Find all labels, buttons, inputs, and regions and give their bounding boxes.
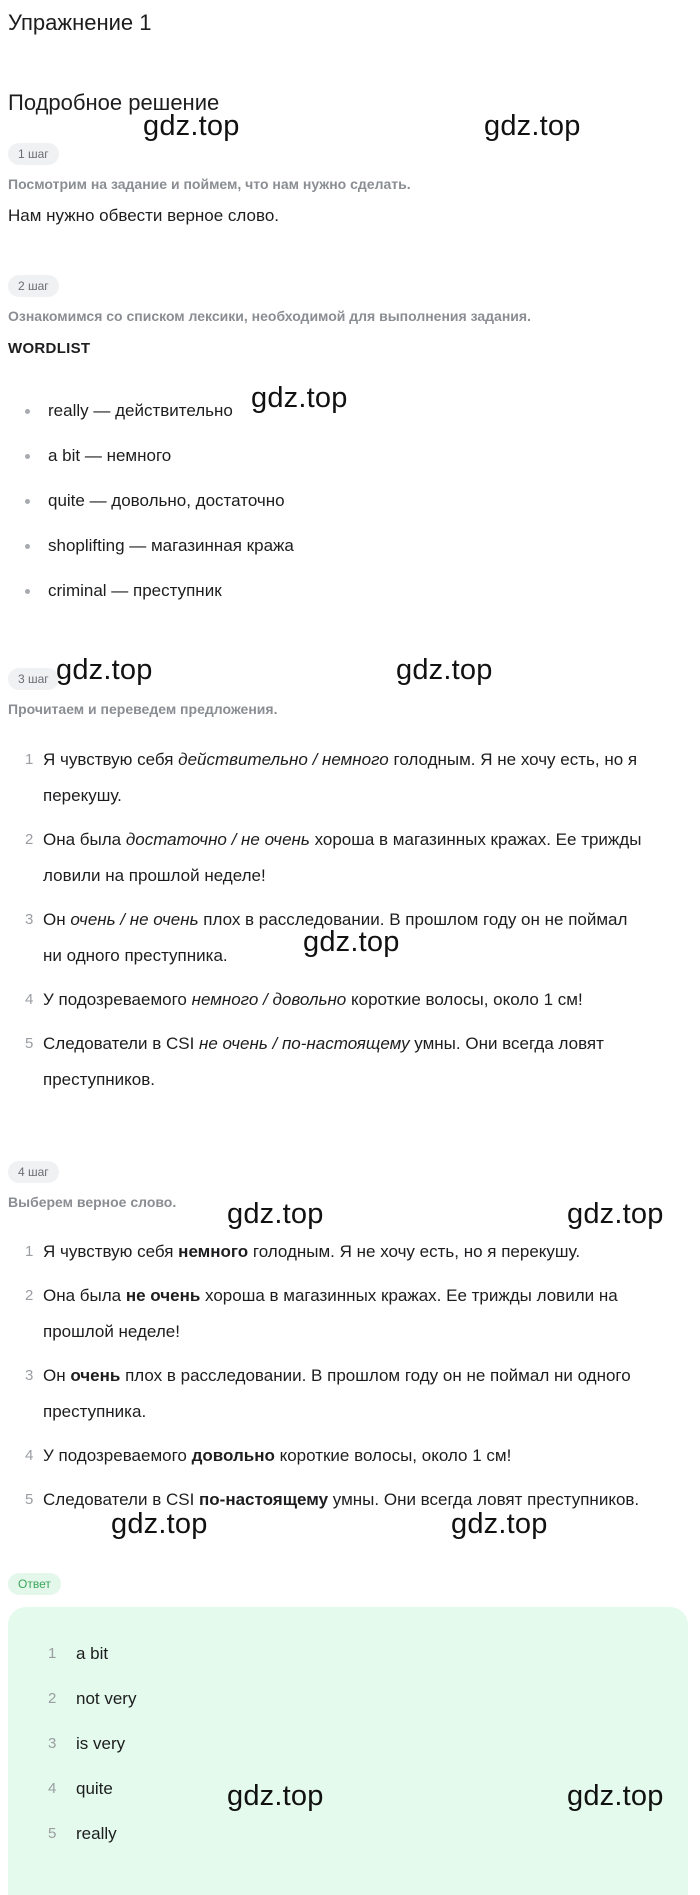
watermark: gdz.top (484, 110, 581, 142)
step-1-chip: 1 шаг (8, 143, 59, 165)
step-4-hint: Выберем верное слово. (8, 1194, 177, 1210)
solution-title: Подробное решение (8, 90, 220, 115)
step-3-sentences (8, 742, 688, 1098)
sentence-item: 1 Я чувствую себя немного голодным. Я не хочу есть, но я перекушу. (25, 1242, 581, 1261)
step-1-text: Нам нужно обвести верное слово. (8, 206, 280, 225)
list-item: criminal — преступник (8, 580, 688, 625)
watermark: gdz.top (56, 654, 153, 686)
watermark: gdz.top (303, 926, 400, 958)
watermark: gdz.top (251, 382, 348, 414)
list-item: shoplifting — магазинная кража (8, 535, 688, 580)
step-4-sentences (8, 1234, 688, 1518)
sentence-item: 3 Он очень плох в расследовании. В прошлом году он не поймал ни одного преступника. (25, 1366, 631, 1421)
list-item: quite — довольно, достаточно (8, 490, 688, 535)
step-3-chip: 3 шаг (8, 668, 59, 690)
answer-list (48, 1643, 136, 1868)
list-item: a bit — немного (8, 445, 688, 490)
sentence-item: 3 Он очень / не очень плох в расследовании. В прошлом году он не поймал ни одного преступника. (25, 910, 628, 965)
watermark: gdz.top (143, 110, 240, 142)
sentence-item: 1 Я чувствую себя действительно / немного голодным. Я не хочу есть, но я перекушу. (25, 750, 638, 805)
step-1 (8, 143, 411, 226)
step-2 (8, 275, 531, 357)
sentence-item: 4 У подозреваемого немного / довольно короткие волосы, около 1 см! (25, 990, 583, 1009)
bullet-icon (25, 409, 30, 414)
step-2-chip: 2 шаг (8, 275, 59, 297)
answer-item: 3 is very (48, 1734, 126, 1753)
answer-chip: Ответ (8, 1573, 61, 1595)
step-3-hint: Прочитаем и переведем предложения. (8, 701, 278, 717)
page-title: Упражнение 1 (8, 10, 152, 35)
answer-item: 2 not very (48, 1689, 137, 1708)
step-4-chip: 4 шаг (8, 1161, 59, 1183)
watermark: gdz.top (111, 1508, 208, 1540)
sentence-item: 5 Следователи в CSI по-настоящему умны. Они всегда ловят преступников. (25, 1490, 640, 1509)
watermark: gdz.top (567, 1198, 664, 1230)
answer-label-wrap (8, 1573, 61, 1595)
watermark: gdz.top (567, 1780, 664, 1812)
sentence-item: 2 Она была достаточно / не очень хороша в магазинных кражах. Ее трижды ловили на прошлой неделе! (25, 830, 642, 885)
bullet-icon (25, 499, 30, 504)
wordlist-heading: WORDLIST (8, 340, 91, 357)
bullet-icon (25, 454, 30, 459)
bullet-icon (25, 544, 30, 549)
watermark: gdz.top (451, 1508, 548, 1540)
step-1-hint: Посмотрим на задание и поймем, что нам нужно сделать. (8, 176, 411, 192)
list-item: really — действительно (8, 400, 688, 445)
sentence-item: 5 Следователи в CSI не очень / по-настоящему умны. Они всегда ловят преступников. (25, 1034, 604, 1089)
watermark: gdz.top (396, 654, 493, 686)
step-4 (8, 1161, 176, 1210)
sentence-item: 2 Она была не очень хороша в магазинных кражах. Ее трижды ловили на прошлой неделе! (25, 1286, 618, 1341)
watermark: gdz.top (227, 1198, 324, 1230)
step-2-hint: Ознакомимся со списком лексики, необходимой для выполнения задания. (8, 308, 531, 324)
answer-item: 5 really (48, 1824, 117, 1843)
answer-box (8, 1607, 688, 1895)
bullet-icon (25, 589, 30, 594)
watermark: gdz.top (227, 1780, 324, 1812)
answer-item: 1 a bit (48, 1644, 109, 1663)
answer-item: 4 quite (48, 1779, 113, 1798)
sentence-item: 4 У подозреваемого довольно короткие волосы, около 1 см! (25, 1446, 512, 1465)
wordlist (8, 400, 688, 625)
